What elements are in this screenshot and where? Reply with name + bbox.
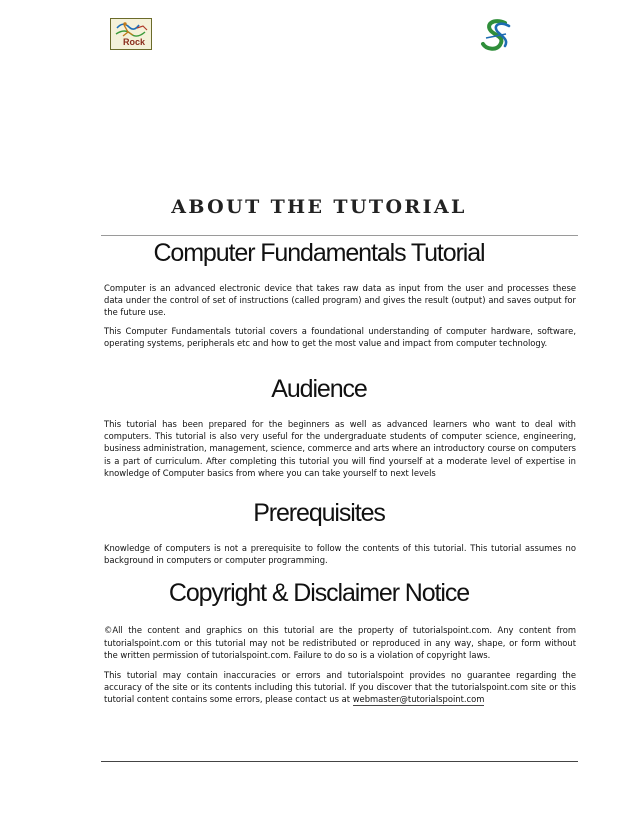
- audience-heading: Audience: [271, 375, 367, 403]
- tutorialspoint-logo: [478, 18, 514, 52]
- prerequisites-paragraph: Knowledge of computers is not a prerequisite to follow the contents of this tutorial. This tutorial assumes no background in computers or computer programming.: [104, 543, 576, 566]
- audience-paragraph: This tutorial has been prepared for the beginners as well as advanced learners who want to deal with computers. This tutorial is also very useful for the undergraduate students of computer science, engineering, business administration, management, science, commerce and arts where an introductory course on computers is a part of curriculum. After completing this tutorial you will find yourself at a moderate level of expertise in knowledge of Computer basics from where you can take yourself to next levels: [104, 419, 576, 478]
- footer-divider: [101, 761, 578, 762]
- intro-paragraph-2: This Computer Fundamentals tutorial covers a foundational understanding of computer hardware, software, operating systems, peripherals etc and how to get the most value and impact from computer technology.: [104, 326, 576, 349]
- copyright-heading: Copyright & Disclaimer Notice: [168, 579, 470, 607]
- disclaimer-text: This tutorial may contain inaccuracies or errors and tutorialspoint provides no guarantee regarding the accuracy of the site or its contents including this tutorial. If you discover that the tutorialspoint.com site or this tutorial content contains some errors, please contact us at: [104, 670, 576, 705]
- rock-logo: [110, 18, 152, 50]
- contact-email-link[interactable]: webmaster@tutorialspoint.com: [352, 694, 485, 705]
- rock-logo-text: Rock: [123, 37, 146, 47]
- copyright-paragraph: ©All the content and graphics on this tutorial are the property of tutorialspoint.com. Any content from tutorialspoint.com or this tutorial may not be redistributed or reproduced in any way, shape, or form without the written permission of tutorialspoint.com. Failure to do so is a violation of copyright laws.: [104, 625, 576, 661]
- title-divider: [101, 235, 578, 236]
- tutorialspoint-logo-icon: [478, 18, 514, 52]
- intro-paragraph-1: Computer is an advanced electronic device that takes raw data as input from the user and processes these data under the control of set of instructions (called program) and gives the result (output) and saves output for the future use.: [104, 283, 576, 318]
- prerequisites-heading: Prerequisites: [253, 499, 385, 527]
- disclaimer-paragraph: [104, 669, 576, 706]
- main-heading: Computer Fundamentals Tutorial: [153, 239, 485, 267]
- section-title: ABOUT THE TUTORIAL: [171, 196, 467, 218]
